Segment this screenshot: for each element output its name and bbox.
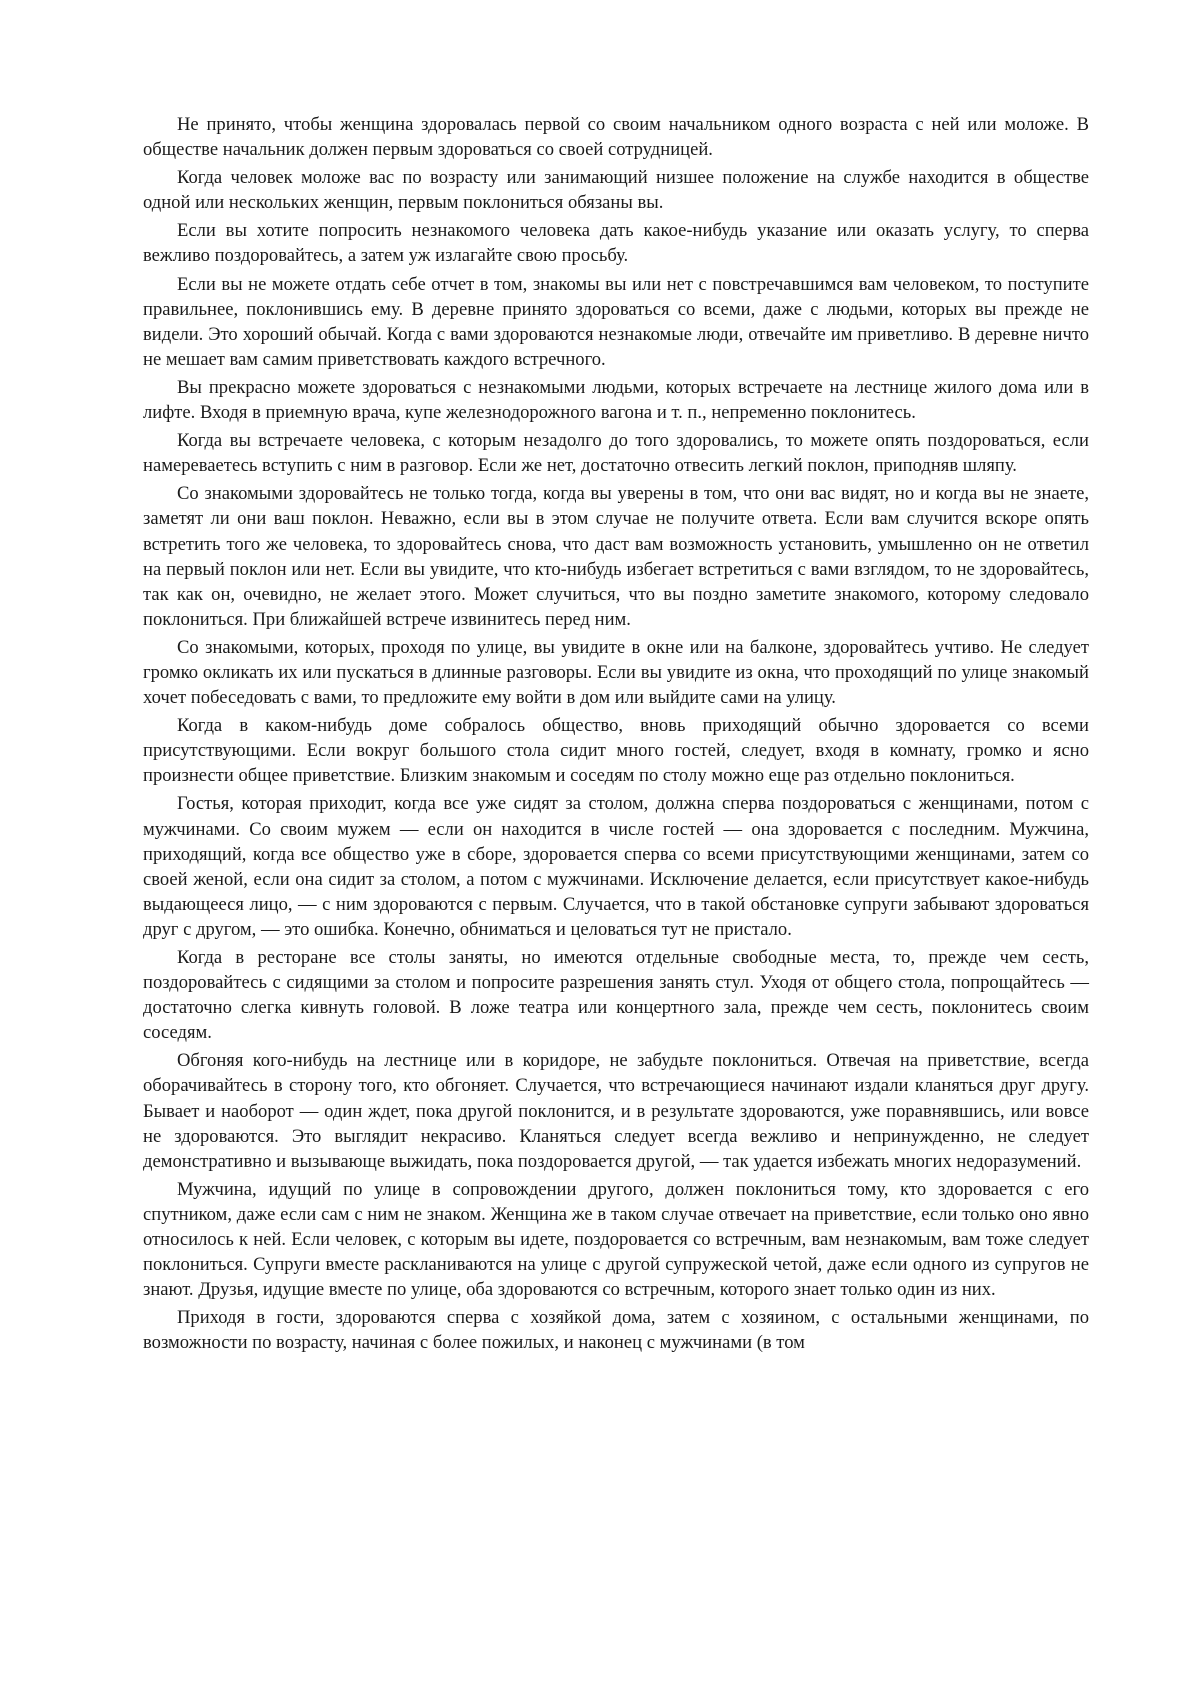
- paragraph: Обгоняя кого-нибудь на лестнице или в коридоре, не забудьте поклониться. Отвечая на приветствие, всегда оборачивайтесь в сторону того, кто обгоняет. Случается, что встречающиеся начинают издали кланяться друг другу. Бывает и наоборот — один ждет, пока другой поклонится, и в результате здороваются, уже поравнявшись, или вовсе не здороваются. Это выглядит некрасиво. Кланяться следует всегда вежливо и непринужденно, не следует демонстративно и вызывающе выжидать, пока поздоровается другой, — так удается избежать многих недоразумений.: [143, 1050, 1089, 1172]
- paragraph: Мужчина, идущий по улице в сопровождении другого, должен поклониться тому, кто здоровается с его спутником, даже если сам с ним не знаком. Женщина же в таком случае отвечает на приветствие, если только оно явно относилось к ней. Если человек, с которым вы идете, поздоровается со встречным, вам незнакомым, вам тоже следует поклониться. Супруги вместе раскланиваются на улице с другой супружеской четой, даже если одного из супругов не знают. Друзья, идущие вместе по улице, оба здороваются со встречным, которого знает только один из них.: [143, 1178, 1089, 1301]
- paragraph: Если вы хотите попросить незнакомого человека дать какое-нибудь указание или оказать услугу, то сперва вежливо поздоровайтесь, а затем уж излагайте свою просьбу.: [143, 220, 1089, 267]
- paragraph: Гостья, которая приходит, когда все уже сидят за столом, должна сперва поздороваться с женщинами, потом с мужчинами. Со своим мужем — если он находится в числе гостей — она здоровается с последним. Мужчина, приходящий, когда все общество уже в сборе, здоровается сперва со всеми присутствующими женщинами, затем со своей женой, если она сидит за столом, а потом с мужчинами. Исключение делается, если присутствует какое-нибудь выдающееся лицо, — с ним здороваются с первым. Случается, что в такой обстановке супруги забывают здороваться друг с другом, — это ошибка. Конечно, обниматься и целоваться тут не пристало.: [143, 793, 1089, 940]
- paragraph: Не принято, чтобы женщина здоровалась первой со своим начальником одного возраста с ней или моложе. В обществе начальник должен первым здороваться со своей сотрудницей.: [143, 114, 1089, 161]
- paragraph: Если вы не можете отдать себе отчет в том, знакомы вы или нет с повстречавшимся вам человеком, то поступите правильнее, поклонившись ему. В деревне принято здороваться со всеми, даже с людьми, которых вы прежде не видели. Это хороший обычай. Когда с вами здороваются незнакомые люди, отвечайте им приветливо. В деревне ничто не мешает вам самим приветствовать каждого встречного.: [143, 273, 1089, 370]
- paragraph: Со знакомыми, которых, проходя по улице, вы увидите в окне или на балконе, здоровайтесь учтиво. Не следует громко окликать их или пускаться в длинные разговоры. Если вы увидите из окна, что проходящий по улице знакомый хочет побеседовать с вами, то предложите ему войти в дом или выйдите сами на улицу.: [143, 636, 1089, 709]
- paragraph: Со знакомыми здоровайтесь не только тогда, когда вы уверены в том, что они вас видят, но и когда вы не знаете, заметят ли они ваш поклон. Неважно, если вы в этом случае не получите ответа. Если вам случится вскоре опять встретить того же человека, то здоровайтесь снова, что даст вам возможность установить, умышленно он не ответил на первый поклон или нет. Если вы увидите, что кто-нибудь избегает встретиться с вами взглядом, то не здоровайтесь, так как он, очевидно, не желает этого. Может случиться, что вы поздно заметите знакомого, которому следовало поклониться. При ближайшей встрече извинитесь перед ним.: [143, 483, 1089, 630]
- paragraph: Когда вы встречаете человека, с которым незадолго до того здоровались, то можете опять поздороваться, если намереваетесь вступить с ним в разговор. Если же нет, достаточно отвесить легкий поклон, приподняв шляпу.: [143, 430, 1089, 477]
- paragraph: Вы прекрасно можете здороваться с незнакомыми людьми, которых встречаете на лестнице жилого дома или в лифте. Входя в приемную врача, купе железнодорожного вагона и т. п., непременно поклонитесь.: [143, 376, 1089, 424]
- paragraph: Когда человек моложе вас по возрасту или занимающий низшее положение на службе находится в обществе одной или нескольких женщин, первым поклониться обязаны вы.: [143, 167, 1089, 214]
- paragraph: Когда в ресторане все столы заняты, но имеются отдельные свободные места, то, прежде чем сесть, поздоровайтесь с сидящими за столом и попросите разрешения занять стул. Уходя от общего стола, попрощайтесь — достаточно слегка кивнуть головой. В ложе театра или концертного зала, прежде чем сесть, поклонитесь своим соседям.: [143, 947, 1089, 1044]
- body-text: [143, 112, 1089, 1359]
- paragraph: Приходя в гости, здороваются сперва с хозяйкой дома, затем с хозяином, с остальными женщинами, по возможности по возрасту, начиная с более пожилых, и наконец с мужчинами (в том: [143, 1307, 1089, 1354]
- paragraph: Когда в каком-нибудь доме собралось общество, вновь приходящий обычно здоровается со всеми присутствующими. Если вокруг большого стола сидит много гостей, следует, входя в комнату, громко и ясно произнести общее приветствие. Близким знакомым и соседям по столу можно еще раз отдельно поклониться.: [143, 715, 1089, 787]
